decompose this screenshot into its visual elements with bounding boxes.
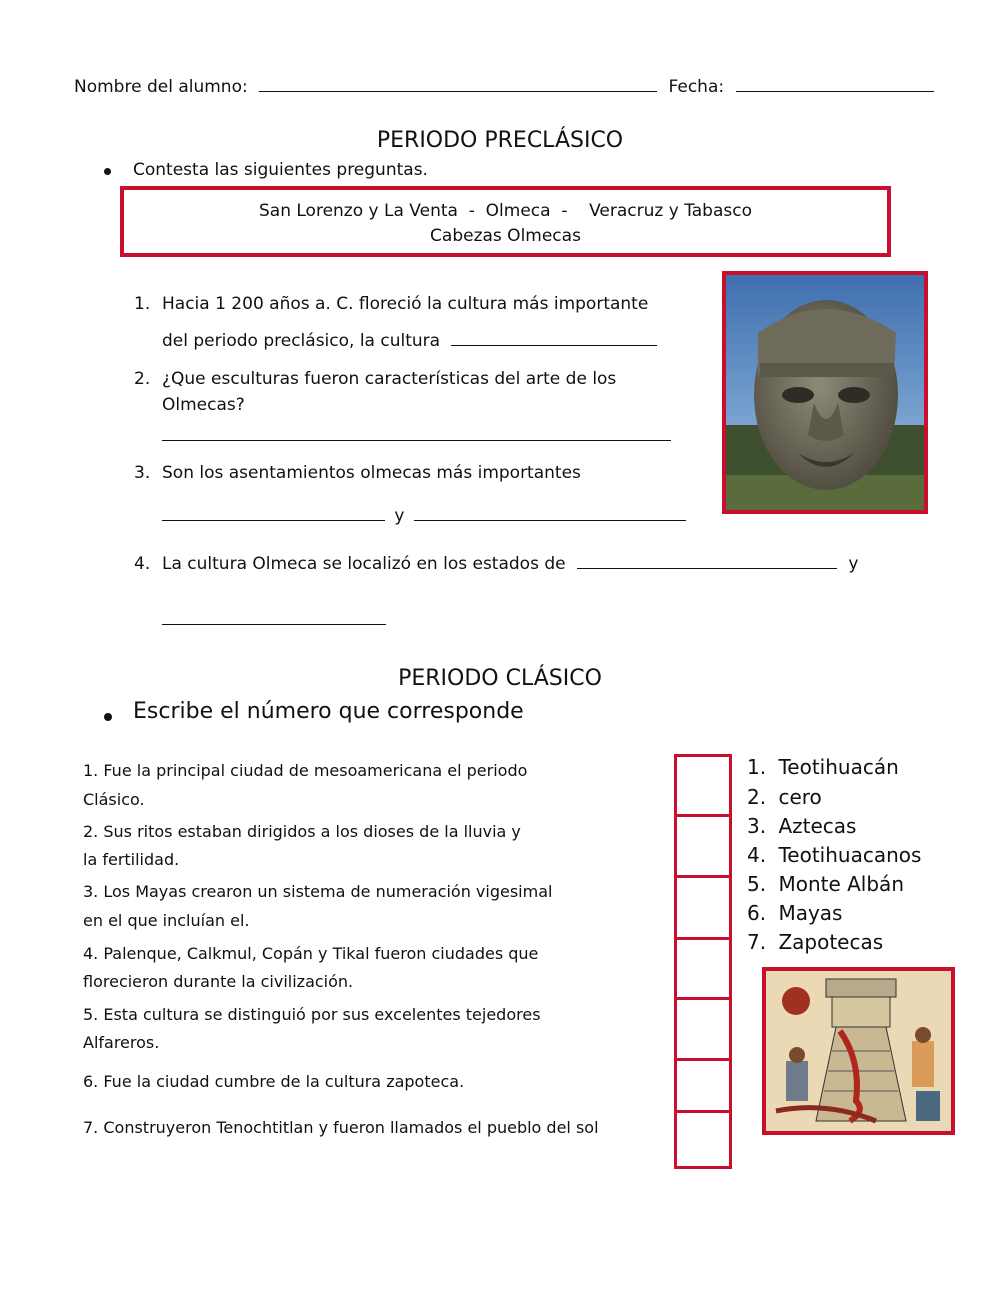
statement-2-line-2: la fertilidad. [83, 850, 180, 869]
section-title-classic: PERIODO CLÁSICO [398, 666, 602, 691]
option-1 [747, 755, 899, 779]
bullet-icon [104, 168, 111, 175]
q2-number: 2. [134, 369, 151, 389]
option-number: 1. [747, 755, 767, 779]
statement-4-line-2: florecieron durante la civilización. [83, 972, 354, 991]
preclassic-instruction: Contesta las siguientes preguntas. [133, 160, 428, 180]
option-label: Aztecas [778, 814, 857, 838]
olmec-head-icon [726, 275, 924, 510]
answer-box-3[interactable] [674, 875, 732, 940]
option-6 [747, 901, 842, 925]
section-title-preclassic: PERIODO PRECLÁSICO [376, 128, 624, 153]
option-label: Zapotecas [778, 930, 884, 954]
student-name-field[interactable] [259, 77, 657, 92]
statement-7-line-1: 7. Construyeron Tenochtitlan y fueron llamados el pueblo del sol [83, 1118, 599, 1137]
q3-number: 3. [134, 463, 151, 483]
option-number: 2. [747, 785, 767, 809]
option-number: 7. [747, 930, 767, 954]
option-number: 6. [747, 901, 767, 925]
q4-text-line-1 [162, 554, 858, 574]
student-name-row [74, 77, 934, 97]
q4-number: 4. [134, 554, 151, 574]
q1-number: 1. [134, 294, 151, 314]
option-label: Teotihuacanos [778, 843, 922, 867]
q1-text-line-2 [162, 331, 657, 351]
statement-2-line-1: 2. Sus ritos estaban dirigidos a los dioses de la lluvia y [83, 822, 521, 841]
answer-box-2[interactable] [674, 814, 732, 878]
q4-answer-field-1[interactable] [577, 554, 837, 569]
classic-instruction: Escribe el número que corresponde [133, 699, 524, 724]
option-7 [747, 930, 883, 954]
bullet-icon [104, 713, 112, 721]
q2-text-line-2: Olmecas? [162, 395, 245, 415]
q3-and: y [394, 506, 405, 526]
option-2 [747, 785, 822, 809]
option-5 [747, 872, 904, 896]
answer-box-4[interactable] [674, 937, 732, 1000]
q1-text: del periodo preclásico, la cultura [162, 331, 441, 351]
statement-3-line-2: en el que incluían el. [83, 911, 250, 930]
option-number: 3. [747, 814, 767, 838]
option-label: Monte Albán [778, 872, 904, 896]
statement-5-line-2: Alfareros. [83, 1033, 160, 1052]
olmec-head-image [722, 271, 928, 514]
q2-text-line-1: ¿Que esculturas fueron características del arte de los [162, 369, 617, 389]
statement-6-line-1: 6. Fue la ciudad cumbre de la cultura zapoteca. [83, 1072, 465, 1091]
statement-1-line-2: Clásico. [83, 790, 145, 809]
option-label: cero [778, 785, 822, 809]
q4-text: La cultura Olmeca se localizó en los estados de [162, 554, 566, 574]
aztec-codex-image [762, 967, 955, 1135]
option-number: 4. [747, 843, 767, 867]
word-bank-line-2: Cabezas Olmecas [430, 226, 581, 246]
q1-text-line-1: Hacia 1 200 años a. C. floreció la cultura más importante [162, 294, 649, 314]
q4-and: y [848, 554, 859, 574]
q2-answer-field[interactable] [162, 440, 671, 441]
option-label: Mayas [778, 901, 843, 925]
codex-illustration-icon [766, 971, 951, 1131]
option-4 [747, 843, 921, 867]
statement-3-line-1: 3. Los Mayas crearon un sistema de numeración vigesimal [83, 882, 553, 901]
date-field[interactable] [736, 77, 934, 92]
q3-answer-field-1[interactable] [162, 506, 385, 521]
answer-box-6[interactable] [674, 1058, 732, 1113]
statement-4-line-1: 4. Palenque, Calkmul, Copán y Tikal fueron ciudades que [83, 944, 539, 963]
option-number: 5. [747, 872, 767, 896]
option-3 [747, 814, 856, 838]
date-label: Fecha: [668, 77, 725, 97]
q4-answer-field-2[interactable] [162, 624, 386, 625]
word-bank-line-1: San Lorenzo y La Venta - Olmeca - Veracruz y Tabasco [259, 201, 752, 221]
answer-box-1[interactable] [674, 754, 732, 817]
q3-text-line-1: Son los asentamientos olmecas más importantes [162, 463, 581, 483]
option-label: Teotihuacán [778, 755, 899, 779]
student-name-label: Nombre del alumno: [74, 77, 248, 97]
answer-box-7[interactable] [674, 1110, 732, 1169]
q3-answer-field-2[interactable] [414, 506, 686, 521]
q1-answer-field[interactable] [451, 331, 657, 346]
q3-answer-row [162, 506, 686, 526]
answer-box-5[interactable] [674, 997, 732, 1061]
word-bank-box [120, 186, 891, 257]
statement-5-line-1: 5. Esta cultura se distinguió por sus excelentes tejedores [83, 1005, 541, 1024]
statement-1-line-1: 1. Fue la principal ciudad de mesoamericana el periodo [83, 761, 528, 780]
